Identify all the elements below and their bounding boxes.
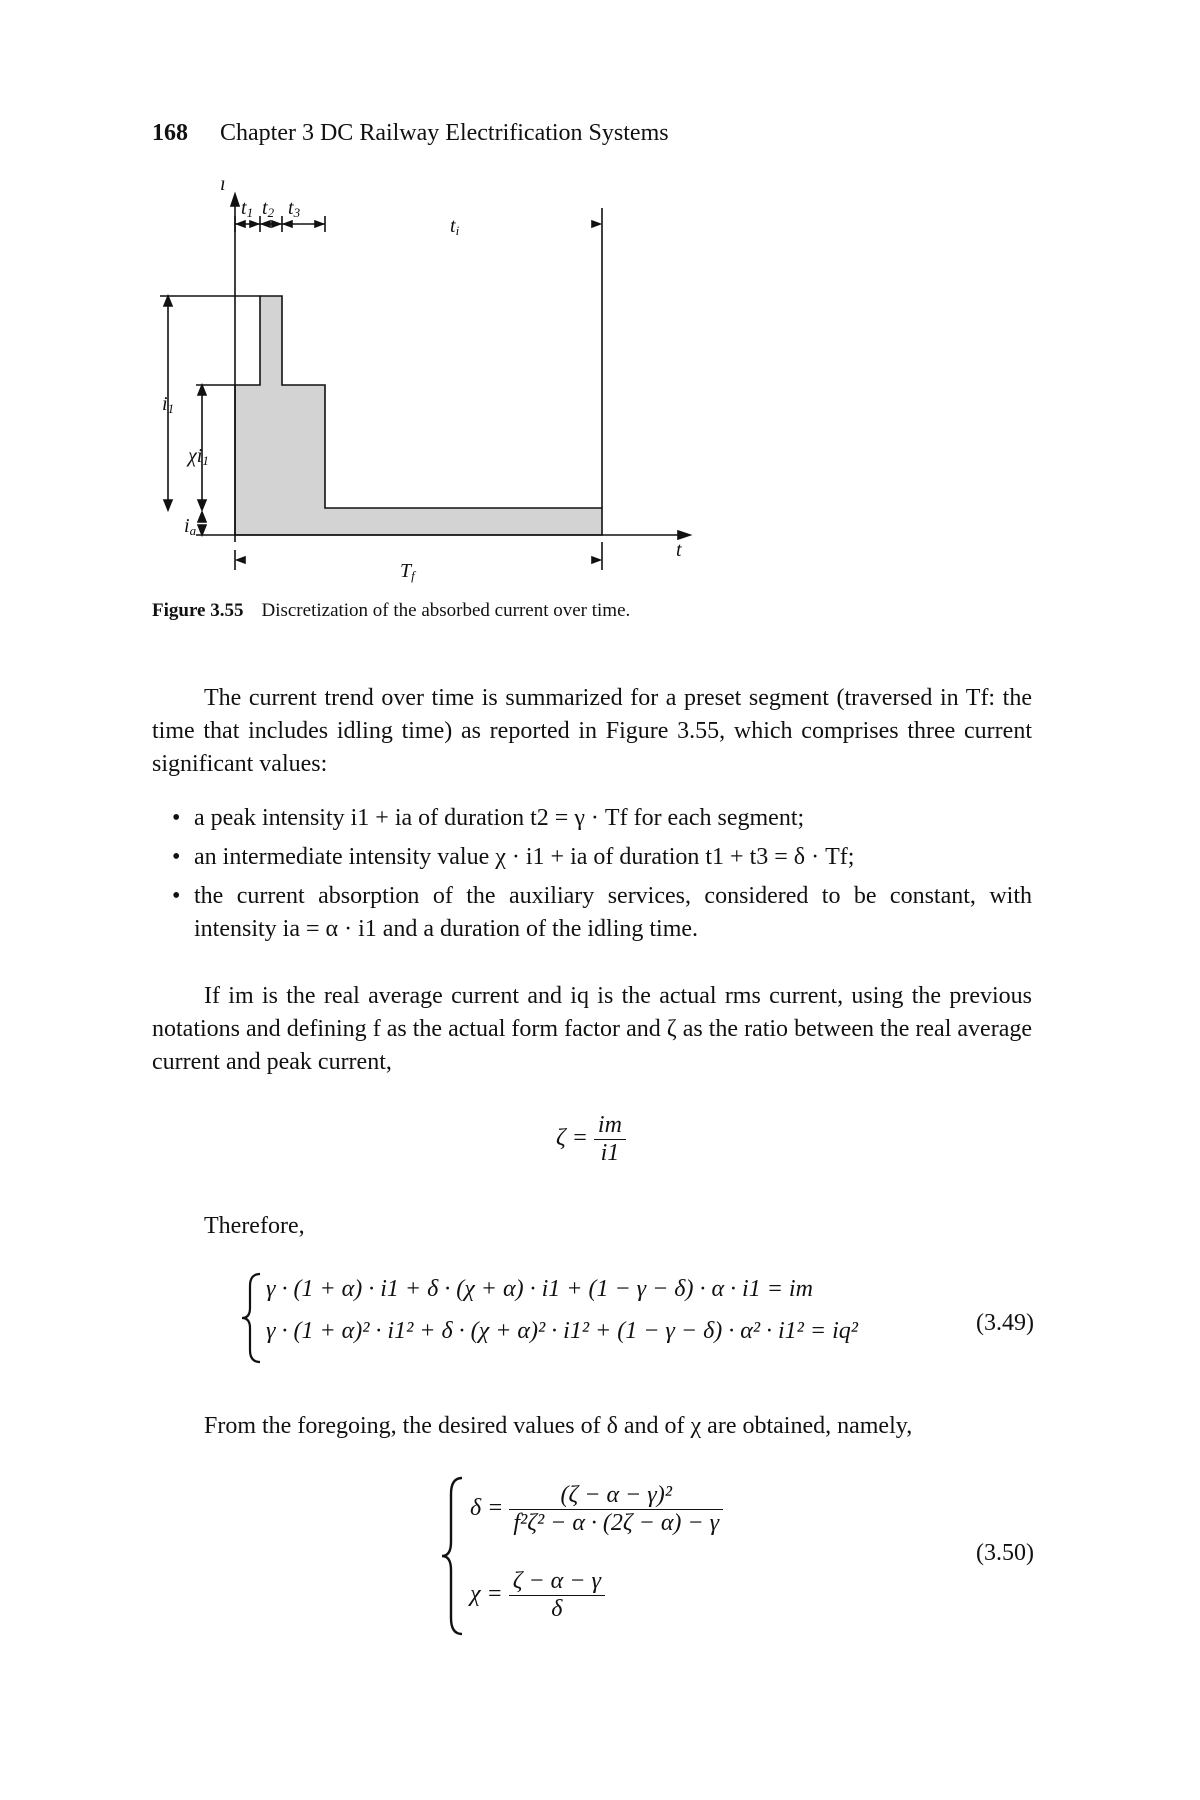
running-header (152, 120, 669, 147)
figure-caption (152, 600, 630, 622)
page-number: 168 (152, 120, 188, 146)
i-axis-label: i (220, 180, 226, 195)
bullet-item: • the current absorption of the auxiliary services, considered to be constant, with intensity ia = α · i1 and a duration of the idling time. (172, 880, 1032, 946)
delta-equation (470, 1482, 723, 1537)
zeta-denominator: i1 (600, 1140, 620, 1166)
delta-fraction (509, 1482, 723, 1537)
paragraph-2: If im is the real average current and iq is the actual rms current, using the previous notations and defining f as the actual form factor and ζ as the ratio between the real average current and peak current, (152, 983, 1032, 1075)
therefore-text: Therefore, (204, 1213, 305, 1239)
paragraph-3: From the foregoing, the desired values of δ and of χ are obtained, namely, (204, 1413, 913, 1439)
i-axis-arrow (231, 194, 239, 206)
t3-label: t3 (288, 197, 301, 220)
ti-label: ti (450, 215, 460, 238)
current-profile (235, 296, 602, 535)
eq349-line2: γ · (1 + α)² · i1² + δ · (χ + α)² · i1² + (1 − γ − δ) · α² · i1² = iq² (266, 1318, 858, 1344)
chi-numerator: ζ − α − γ (509, 1568, 605, 1596)
left-brace (240, 1272, 264, 1364)
caption-text: Discretization of the absorbed current over time. (261, 600, 631, 621)
bullet-item: • a peak intensity i1 + ia of duration t2 = γ · Tf for each segment; (172, 802, 1032, 835)
chi-lhs: χ = (470, 1581, 503, 1608)
zeta-fraction (594, 1112, 626, 1167)
zeta-lhs: ζ = (556, 1125, 588, 1152)
delta-denominator: f²ζ² − α · (2ζ − α) − γ (513, 1510, 720, 1536)
chi-equation (470, 1568, 605, 1623)
chi-fraction (509, 1568, 605, 1623)
t-axis-arrow (678, 531, 690, 539)
bullet-list (172, 802, 1032, 952)
left-brace-350 (440, 1476, 466, 1636)
Tf-label: Tf (400, 560, 415, 583)
caption-label: Figure 3.55 (152, 600, 244, 621)
t1-label: t1 (241, 197, 254, 220)
bullet-item: • an intermediate intensity value χ · i1 + ia of duration t1 + t3 = δ · Tf; (172, 841, 1032, 874)
running-title: Chapter 3 DC Railway Electrification Systems (220, 120, 669, 146)
ia-label: ia (184, 515, 197, 538)
zeta-numerator: im (594, 1112, 626, 1140)
delta-numerator: (ζ − α − γ)² (509, 1482, 723, 1510)
eq349-number: (3.49) (976, 1310, 1034, 1336)
eq349-line1: γ · (1 + α) · i1 + δ · (χ + α) · i1 + (1 − γ − δ) · α · i1 = im (266, 1276, 813, 1302)
eq350-number: (3.50) (976, 1540, 1034, 1566)
chi-denominator: δ (551, 1596, 563, 1622)
figure-3-55 (150, 180, 710, 605)
current-discretization-diagram (150, 180, 710, 600)
chi-i1-label: χi1 (188, 445, 209, 468)
paragraph-1: The current trend over time is summarized for a preset segment (traversed in Tf: the time that includes idling time) as reported in Figure 3.55, which comprises three current significant values: (152, 685, 1032, 777)
t-axis-label: t (676, 539, 682, 561)
delta-lhs: δ = (470, 1495, 504, 1522)
t2-label: t2 (262, 197, 275, 220)
i1-label: i1 (162, 393, 175, 416)
zeta-equation (556, 1112, 626, 1167)
